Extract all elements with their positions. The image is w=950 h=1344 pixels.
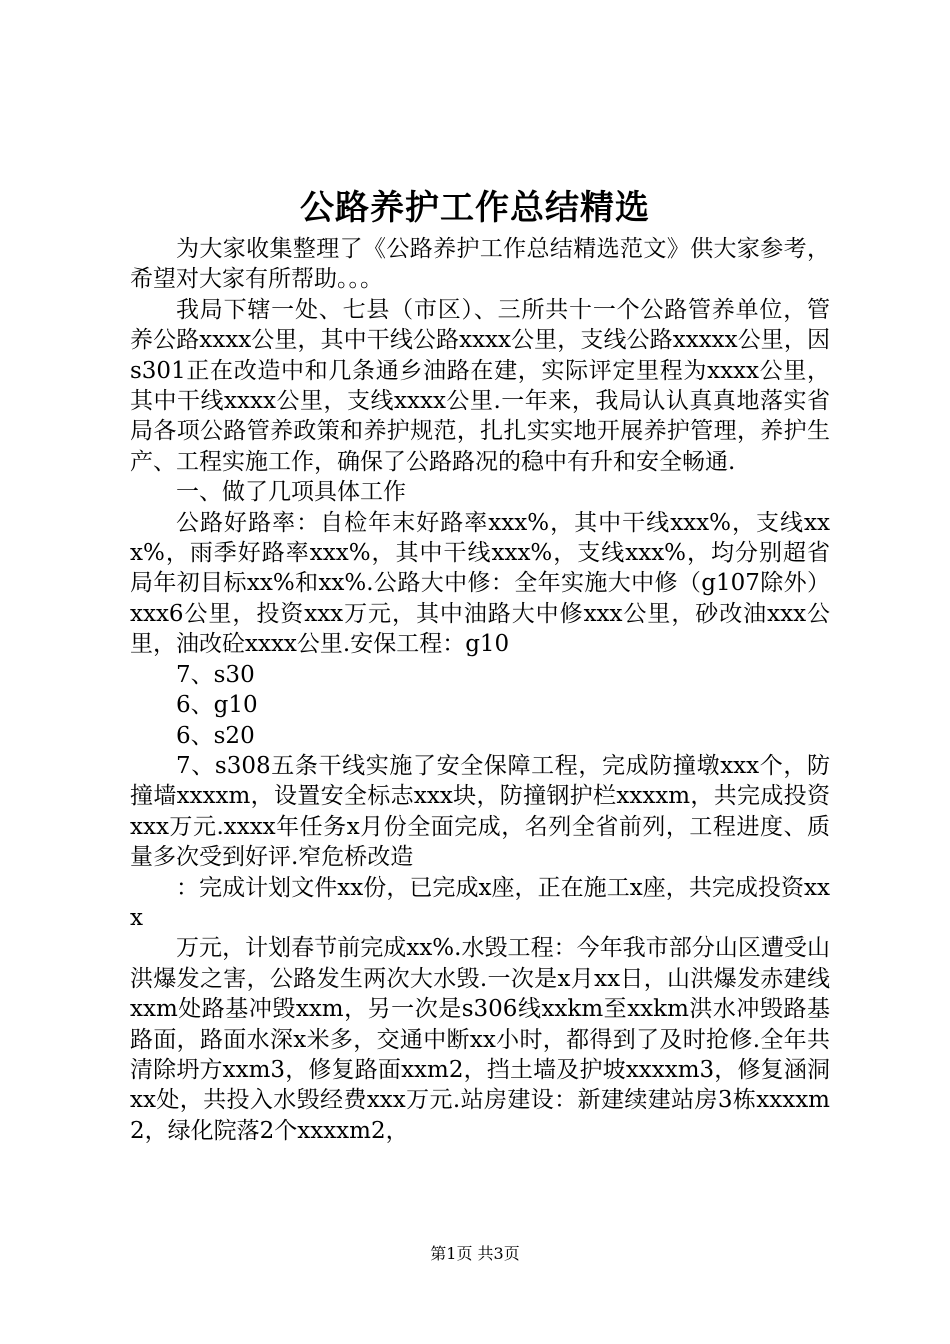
paragraph-line-fragment: 7、s30 bbox=[176, 661, 255, 688]
paragraph-line-fragment: 6、s20 bbox=[176, 722, 255, 749]
paragraph-overview: 我局下辖一处、七县（市区）、三所共十一个公路管养单位，管养公路xxxx公里，其中干线公路xxxx公里，支线公路xxxxx公里，因s301正在改造中和几条通乡油路在建，实际评定里程为xxxx公里，其中干线xxxx公里，支线xxxx公里.一年来，我局认认真真地落实省局各项公路管养政策和养护规范，扎扎实实地开展养护管理，养护生产、工程实施工作，确保了公路路况的稳中有升和安全畅通. bbox=[130, 296, 830, 475]
section-heading: 一、做了几项具体工作 bbox=[176, 479, 406, 506]
paragraph-flood-damage: 万元，计划春节前完成xx%.水毁工程：今年我市部分山区遭受山洪爆发之害，公路发生两次大水毁.一次是x月xx日，山洪爆发赤建线xxm处路基冲毁xxm，另一次是s306线xxkm至xxkm洪水冲毁路基路面，路面水深x米多，交通中断xx小时，都得到了及时抢修.全年共清除坍方xxm3，修复路面xxm2，挡土墙及护坡xxxxm3，修复涵洞xx处，共投入水毁经费xxx万元.站房建设：新建续建站房3栋xxxxm2，绿化院落2个xxxxm2， bbox=[130, 935, 830, 1144]
document-title: 公路养护工作总结精选 bbox=[300, 188, 650, 228]
document-body bbox=[130, 234, 830, 1146]
paragraph-line-fragment: 6、g10 bbox=[176, 692, 258, 719]
page-number-footer: 第1页 共3页 bbox=[430, 1244, 520, 1263]
paragraph-intro: 为大家收集整理了《公路养护工作总结精选范文》供大家参考，希望对大家有所帮助。。。 bbox=[130, 236, 830, 293]
paragraph-safety-project: 7、s308五条干线实施了安全保障工程，完成防撞墩xxx个，防撞墙xxxxm，设置安全标志xxx块，防撞钢护栏xxxxm，共完成投资xxx万元.xxxx年任务x月份全面完成，名列全省前列，工程进度、质量多次受到好评.窄危桥改造 bbox=[130, 752, 830, 871]
paragraph-bridge-renovation: ：完成计划文件xx份，已完成x座，正在施工x座，共完成投资xxx bbox=[130, 874, 830, 931]
paragraph-road-rate: 公路好路率：自检年末好路率xxx%，其中干线xxx%，支线xxx%，雨季好路率xxx%，其中干线xxx%，支线xxx%，均分别超省局年初目标xx%和xx%.公路大中修：全年实施大中修（g107除外）xxx6公里，投资xxx万元，其中油路大中修xxx公里，砂改油xxx公里，油改砼xxxx公里.安保工程：g10 bbox=[130, 509, 830, 658]
